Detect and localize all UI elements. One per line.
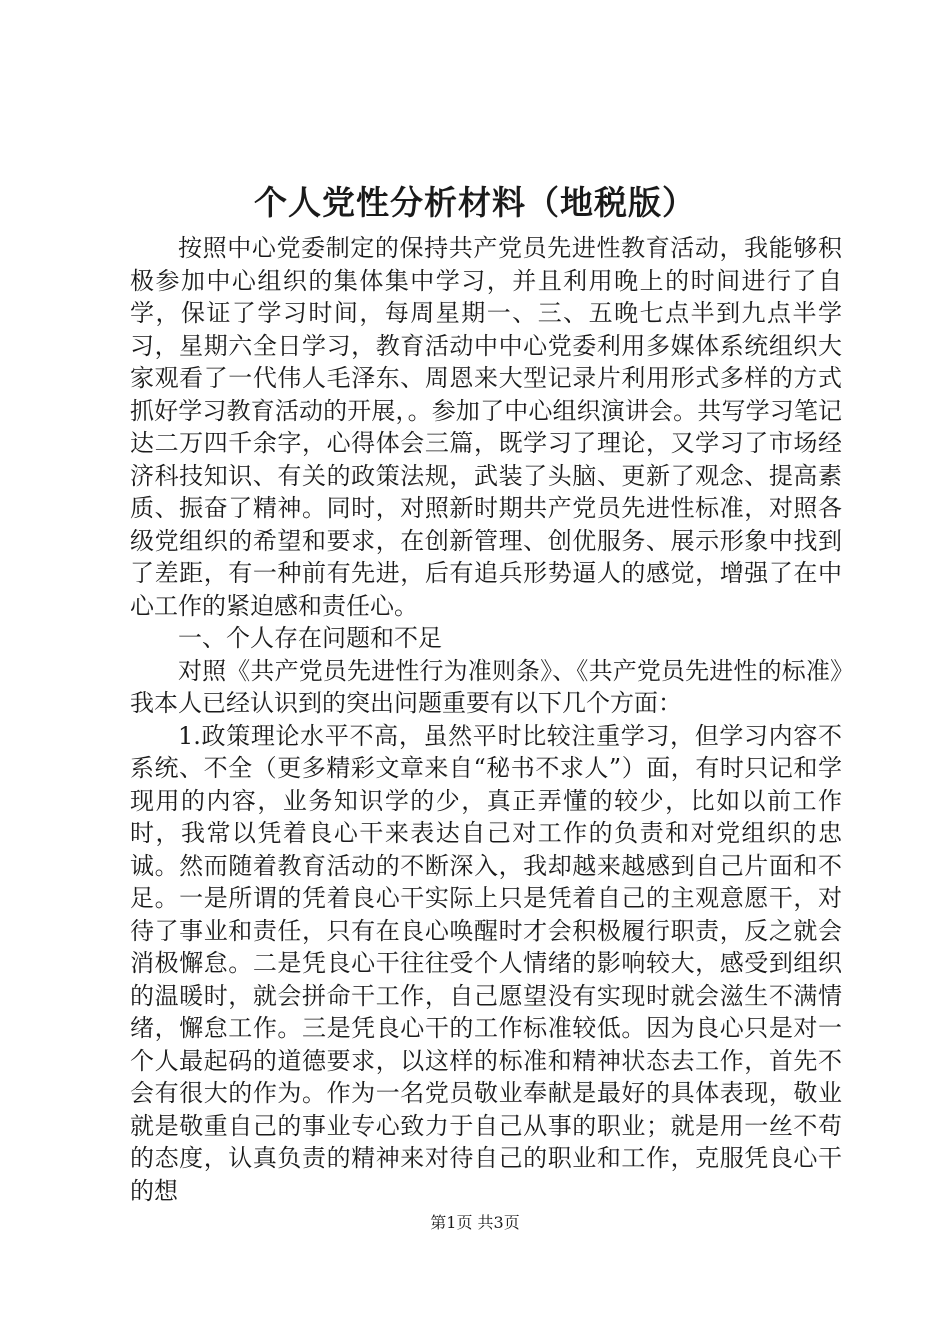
page-footer: 第1页 共3页: [430, 1213, 520, 1232]
paragraph-standards: 对照《共产党员先进性行为准则条》、《共产党员先进性的标准》我本人已经认识到的突出问题重要有以下几个方面：: [130, 656, 842, 717]
document-title: 个人党性分析材料（地税版）: [254, 183, 696, 222]
document-body: [130, 232, 842, 1207]
paragraph-intro: 按照中心党委制定的保持共产党员先进性教育活动，我能够积极参加中心组织的集体集中学习，并且利用晚上的时间进行了自学，保证了学习时间，每周星期一、三、五晚七点半到九点半学习，星期六全日学习，教育活动中中心党委利用多媒体系统组织大家观看了一代伟人毛泽东、周恩来大型记录片利用形式多样的方式抓好学习教育活动的开展，。参加了中心组织演讲会。共写学习笔记达二万四千余字，心得体会三篇，既学习了理论，又学习了市场经济科技知识、有关的政策法规，武装了头脑、更新了观念、提高素质、振奋了精神。同时，对照新时期共产党员先进性标准，对照各级党组织的希望和要求，在创新管理、创优服务、展示形象中找到了差距，有一种前有先进，后有追兵形势逼人的感觉，增强了在中心工作的紧迫感和责任心。: [130, 234, 842, 620]
section-heading-problems: 一、个人存在问题和不足: [178, 624, 442, 652]
paragraph-point-1: 1.政策理论水平不高，虽然平时比较注重学习，但学习内容不系统、不全（更多精彩文章来自“秘书不求人”）面，有时只记和学现用的内容，业务知识学的少，真正弄懂的较少，比如以前工作时，我常以凭着良心干来表达自己对工作的负责和对党组织的忠诚。然而随着教育活动的不断深入，我却越来越感到自己片面和不足。一是所谓的凭着良心干实际上只是凭着自己的主观意愿干，对待了事业和责任，只有在良心唤醒时才会积极履行职责，反之就会消极懈怠。二是凭良心干往往受个人情绪的影响较大，感受到组织的温暖时，就会拼命干工作，自己愿望没有实现时就会滋生不满情绪，懈怠工作。三是凭良心干的工作标准较低。因为良心只是对一个人最起码的道德要求，以这样的标准和精神状态去工作，首先不会有很大的作为。作为一名党员敬业奉献是最好的具体表现，敬业就是敬重自己的事业专心致力于自己从事的职业；就是用一丝不苟的态度，认真负责的精神来对待自己的职业和工作，克服凭良心干的想: [130, 721, 842, 1205]
